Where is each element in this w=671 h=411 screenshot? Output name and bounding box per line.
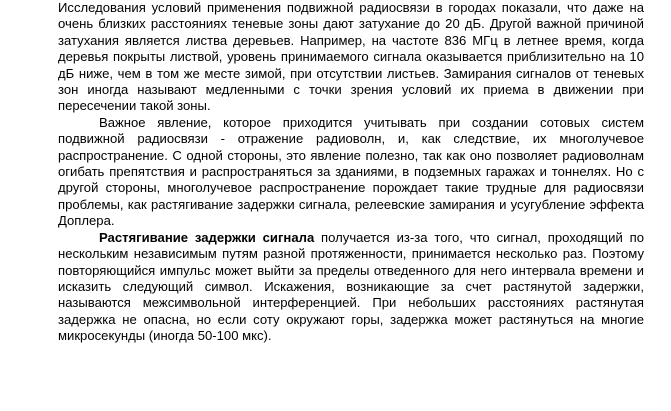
paragraph-multipath: [58, 115, 644, 230]
paragraph-delay-spread: [58, 230, 644, 345]
term-heading: Растягивание задержки сигнала: [99, 229, 315, 245]
paragraph-shadow-zones: [58, 0, 644, 115]
document-page: [58, 0, 644, 345]
paragraph-text: получается из-за того, что сигнал, проходящий по нескольким независимым путям разной протяженности, принимается несколько раз. Поэтому повторяющийся импульс может выйти за пределы отведенного для него интервала времени и исказить следующий символ. Искажения, возникающие за счет растянутой задержки, называются межсимвольной интерференцией. При небольших расстояниях растянутая задержка не опасна, но если соту окружают горы, задержка может растянуться на многие микросекунды (иногда 50-100 мкс).: [58, 229, 645, 344]
paragraph-text: Важное явление, которое приходится учитывать при создании сотовых систем подвижной радиосвязи - отражение радиоволн, и, как следствие, их многолучевое распространение. С одной стороны, это явление полезно, так как оно позволяет радиоволнам огибать препятствия и распространяться за зданиями, в подземных гаражах и тоннелях. Но с другой стороны, многолучевое распространение порождает такие трудные для радиосвязи проблемы, как растягивание задержки сигнала, релеевские замирания и усугубление эффекта Доплера.: [58, 114, 644, 229]
paragraph-text: Исследования условий применения подвижной радиосвязи в городах показали, что даже на очень близких расстояниях теневые зоны дают затухание до 20 дБ. Другой важной причиной затухания является листва деревьев. Например, на частоте 836 МГц в летнее время, когда деревья покрыты листвой, уровень принимаемого сигнала оказывается приблизительно на 10 дБ ниже, чем в том же месте зимой, при отсутствии листьев. Замирания сигналов от теневых зон иногда называют медленными с точки зрения условий их приема в движении при пересечении такой зоны.: [58, 0, 644, 114]
